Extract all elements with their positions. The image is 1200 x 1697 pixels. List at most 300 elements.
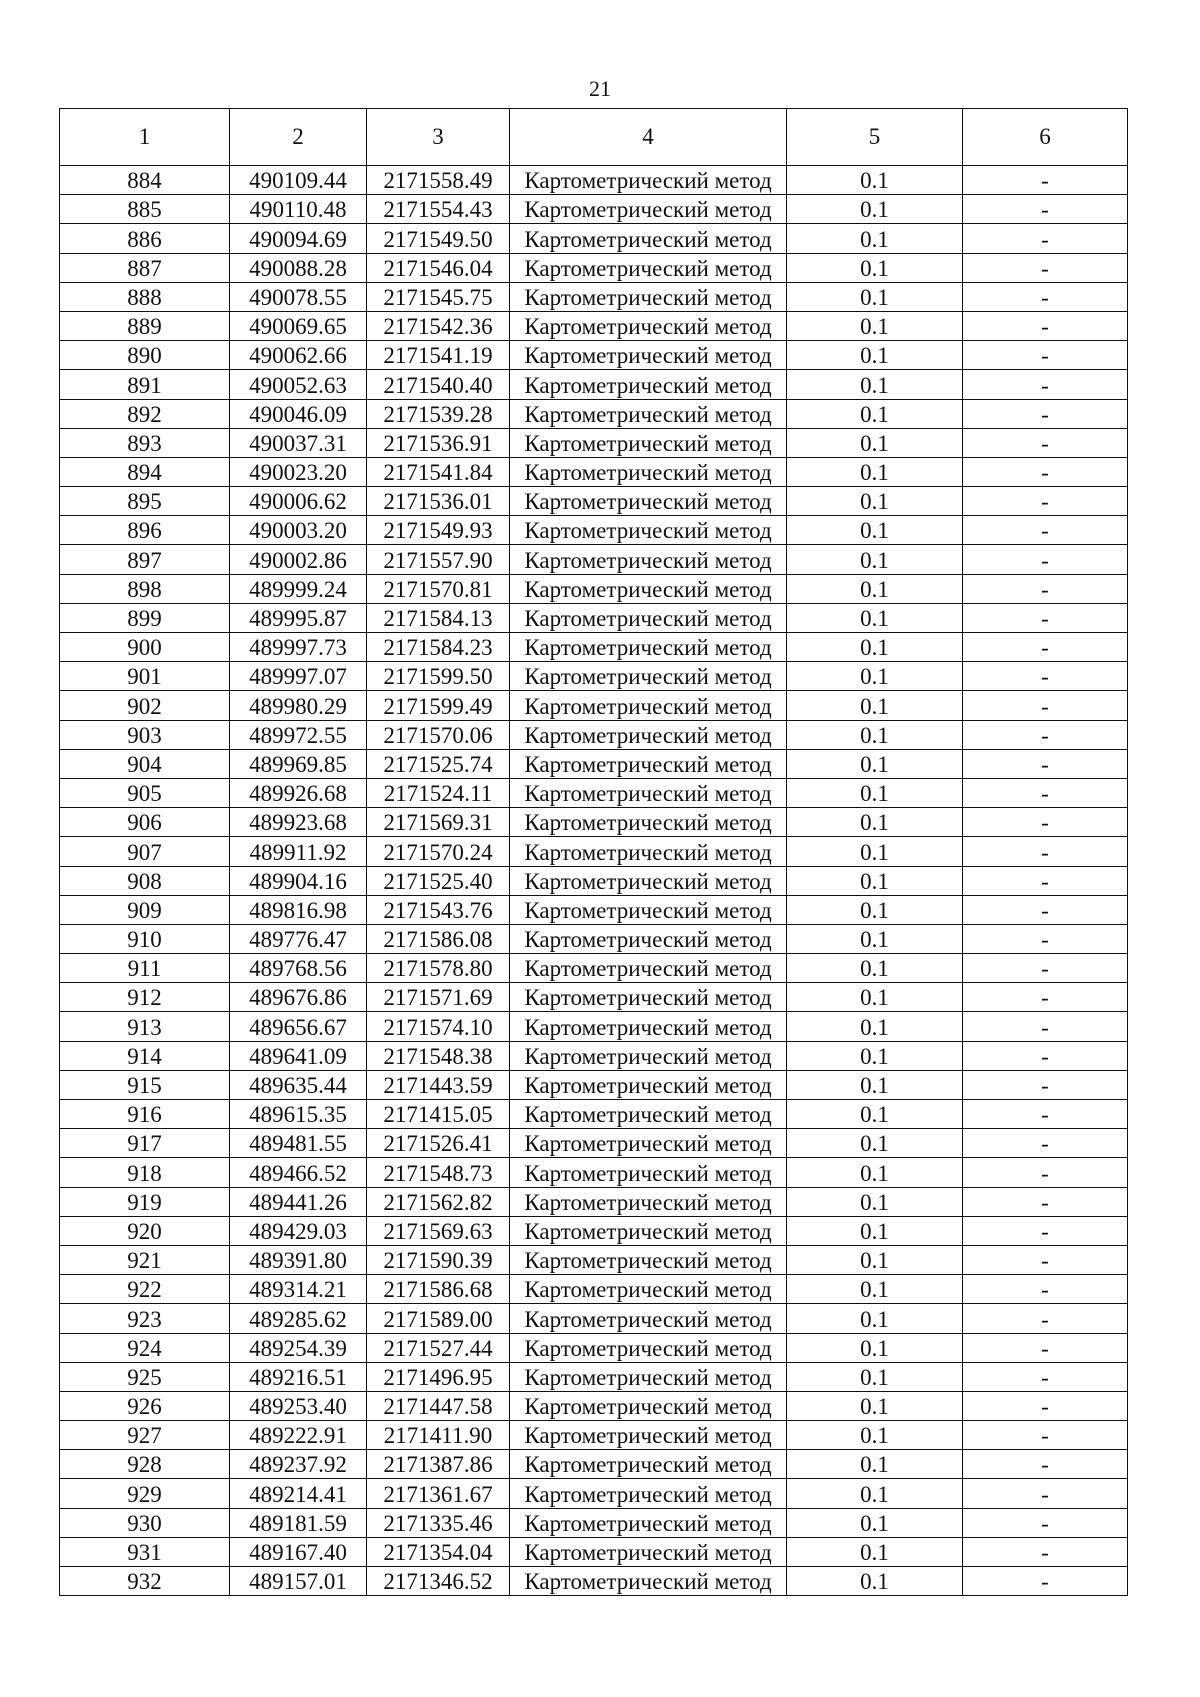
point-number-cell: 921	[60, 1245, 230, 1274]
y-coordinate-cell: 2171540.40	[367, 370, 510, 399]
accuracy-cell: 0.1	[787, 808, 963, 837]
point-number-cell: 897	[60, 545, 230, 574]
note-cell: -	[963, 545, 1128, 574]
accuracy-cell: 0.1	[787, 1216, 963, 1245]
method-cell: Картометрический метод	[510, 633, 787, 662]
point-number-cell: 911	[60, 954, 230, 983]
accuracy-cell: 0.1	[787, 1041, 963, 1070]
y-coordinate-cell: 2171546.04	[367, 253, 510, 282]
note-cell: -	[963, 1508, 1128, 1537]
note-cell: -	[963, 691, 1128, 720]
y-coordinate-cell: 2171536.91	[367, 428, 510, 457]
accuracy-cell: 0.1	[787, 574, 963, 603]
accuracy-cell: 0.1	[787, 253, 963, 282]
method-cell: Картометрический метод	[510, 1391, 787, 1420]
accuracy-cell: 0.1	[787, 983, 963, 1012]
point-number-cell: 930	[60, 1508, 230, 1537]
method-cell: Картометрический метод	[510, 1012, 787, 1041]
accuracy-cell: 0.1	[787, 1450, 963, 1479]
table-row	[60, 1158, 1128, 1187]
method-cell: Картометрический метод	[510, 1537, 787, 1566]
table-row	[60, 253, 1128, 282]
method-cell: Картометрический метод	[510, 1567, 787, 1596]
x-coordinate-cell: 489980.29	[230, 691, 367, 720]
method-cell: Картометрический метод	[510, 1275, 787, 1304]
accuracy-cell: 0.1	[787, 1333, 963, 1362]
note-cell: -	[963, 954, 1128, 983]
note-cell: -	[963, 1479, 1128, 1508]
table-row	[60, 545, 1128, 574]
note-cell: -	[963, 1012, 1128, 1041]
table-row	[60, 282, 1128, 311]
y-coordinate-cell: 2171562.82	[367, 1187, 510, 1216]
method-cell: Картометрический метод	[510, 1508, 787, 1537]
x-coordinate-cell: 490046.09	[230, 399, 367, 428]
x-coordinate-cell: 489641.09	[230, 1041, 367, 1070]
accuracy-cell: 0.1	[787, 195, 963, 224]
accuracy-cell: 0.1	[787, 399, 963, 428]
note-cell: -	[963, 224, 1128, 253]
note-cell: -	[963, 1158, 1128, 1187]
y-coordinate-cell: 2171346.52	[367, 1567, 510, 1596]
y-coordinate-cell: 2171584.13	[367, 603, 510, 632]
x-coordinate-cell: 490094.69	[230, 224, 367, 253]
method-cell: Картометрический метод	[510, 1304, 787, 1333]
y-coordinate-cell: 2171447.58	[367, 1391, 510, 1420]
table-row	[60, 662, 1128, 691]
method-cell: Картометрический метод	[510, 603, 787, 632]
point-number-cell: 926	[60, 1391, 230, 1420]
y-coordinate-cell: 2171554.43	[367, 195, 510, 224]
accuracy-cell: 0.1	[787, 1275, 963, 1304]
table-row	[60, 1275, 1128, 1304]
x-coordinate-cell: 489314.21	[230, 1275, 367, 1304]
method-cell: Картометрический метод	[510, 1362, 787, 1391]
table-row	[60, 1216, 1128, 1245]
method-cell: Картометрический метод	[510, 983, 787, 1012]
accuracy-cell: 0.1	[787, 282, 963, 311]
x-coordinate-cell: 489816.98	[230, 895, 367, 924]
note-cell: -	[963, 1070, 1128, 1099]
accuracy-cell: 0.1	[787, 545, 963, 574]
table-row	[60, 1450, 1128, 1479]
x-coordinate-cell: 489615.35	[230, 1100, 367, 1129]
method-cell: Картометрический метод	[510, 516, 787, 545]
x-coordinate-cell: 490006.62	[230, 487, 367, 516]
x-coordinate-cell: 490110.48	[230, 195, 367, 224]
point-number-cell: 902	[60, 691, 230, 720]
point-number-cell: 895	[60, 487, 230, 516]
method-cell: Картометрический метод	[510, 311, 787, 340]
table-row	[60, 1304, 1128, 1333]
method-cell: Картометрический метод	[510, 954, 787, 983]
table-row	[60, 1508, 1128, 1537]
x-coordinate-cell: 489285.62	[230, 1304, 367, 1333]
point-number-cell: 891	[60, 370, 230, 399]
column-header-5: 5	[787, 109, 963, 166]
note-cell: -	[963, 282, 1128, 311]
accuracy-cell: 0.1	[787, 1567, 963, 1596]
accuracy-cell: 0.1	[787, 1391, 963, 1420]
note-cell: -	[963, 778, 1128, 807]
y-coordinate-cell: 2171335.46	[367, 1508, 510, 1537]
page-number: 21	[589, 76, 611, 101]
point-number-cell: 889	[60, 311, 230, 340]
y-coordinate-cell: 2171571.69	[367, 983, 510, 1012]
point-number-cell: 923	[60, 1304, 230, 1333]
point-number-cell: 913	[60, 1012, 230, 1041]
table-row	[60, 457, 1128, 486]
method-cell: Картометрический метод	[510, 1100, 787, 1129]
y-coordinate-cell: 2171541.19	[367, 341, 510, 370]
x-coordinate-cell: 490109.44	[230, 166, 367, 195]
method-cell: Картометрический метод	[510, 282, 787, 311]
method-cell: Картометрический метод	[510, 1129, 787, 1158]
x-coordinate-cell: 489768.56	[230, 954, 367, 983]
accuracy-cell: 0.1	[787, 691, 963, 720]
y-coordinate-cell: 2171570.24	[367, 837, 510, 866]
method-cell: Картометрический метод	[510, 1216, 787, 1245]
method-cell: Картометрический метод	[510, 866, 787, 895]
table-row	[60, 866, 1128, 895]
point-number-cell: 915	[60, 1070, 230, 1099]
y-coordinate-cell: 2171569.31	[367, 808, 510, 837]
table-row	[60, 1567, 1128, 1596]
point-number-cell: 893	[60, 428, 230, 457]
method-cell: Картометрический метод	[510, 924, 787, 953]
method-cell: Картометрический метод	[510, 837, 787, 866]
accuracy-cell: 0.1	[787, 1100, 963, 1129]
table-row	[60, 1537, 1128, 1566]
note-cell: -	[963, 895, 1128, 924]
y-coordinate-cell: 2171549.50	[367, 224, 510, 253]
point-number-cell: 922	[60, 1275, 230, 1304]
table-row	[60, 633, 1128, 662]
note-cell: -	[963, 1304, 1128, 1333]
method-cell: Картометрический метод	[510, 1245, 787, 1274]
x-coordinate-cell: 489429.03	[230, 1216, 367, 1245]
point-number-cell: 894	[60, 457, 230, 486]
accuracy-cell: 0.1	[787, 1362, 963, 1391]
method-cell: Картометрический метод	[510, 370, 787, 399]
note-cell: -	[963, 1041, 1128, 1070]
y-coordinate-cell: 2171548.38	[367, 1041, 510, 1070]
accuracy-cell: 0.1	[787, 224, 963, 253]
y-coordinate-cell: 2171584.23	[367, 633, 510, 662]
method-cell: Картометрический метод	[510, 1333, 787, 1362]
note-cell: -	[963, 1333, 1128, 1362]
point-number-cell: 918	[60, 1158, 230, 1187]
column-header-2: 2	[230, 109, 367, 166]
y-coordinate-cell: 2171525.40	[367, 866, 510, 895]
table-row	[60, 1187, 1128, 1216]
note-cell: -	[963, 1391, 1128, 1420]
note-cell: -	[963, 487, 1128, 516]
accuracy-cell: 0.1	[787, 954, 963, 983]
y-coordinate-cell: 2171411.90	[367, 1421, 510, 1450]
point-number-cell: 906	[60, 808, 230, 837]
method-cell: Картометрический метод	[510, 1187, 787, 1216]
x-coordinate-cell: 489656.67	[230, 1012, 367, 1041]
note-cell: -	[963, 516, 1128, 545]
point-number-cell: 907	[60, 837, 230, 866]
accuracy-cell: 0.1	[787, 1304, 963, 1333]
point-number-cell: 920	[60, 1216, 230, 1245]
x-coordinate-cell: 489222.91	[230, 1421, 367, 1450]
table-row	[60, 1041, 1128, 1070]
accuracy-cell: 0.1	[787, 428, 963, 457]
x-coordinate-cell: 489972.55	[230, 720, 367, 749]
point-number-cell: 898	[60, 574, 230, 603]
table-row	[60, 778, 1128, 807]
table-row	[60, 224, 1128, 253]
point-number-cell: 899	[60, 603, 230, 632]
note-cell: -	[963, 983, 1128, 1012]
x-coordinate-cell: 489904.16	[230, 866, 367, 895]
x-coordinate-cell: 489911.92	[230, 837, 367, 866]
note-cell: -	[963, 603, 1128, 632]
table-row	[60, 924, 1128, 953]
y-coordinate-cell: 2171526.41	[367, 1129, 510, 1158]
y-coordinate-cell: 2171586.08	[367, 924, 510, 953]
table-row	[60, 1479, 1128, 1508]
table-row	[60, 808, 1128, 837]
accuracy-cell: 0.1	[787, 778, 963, 807]
table-row	[60, 487, 1128, 516]
x-coordinate-cell: 489481.55	[230, 1129, 367, 1158]
y-coordinate-cell: 2171570.81	[367, 574, 510, 603]
point-number-cell: 904	[60, 749, 230, 778]
method-cell: Картометрический метод	[510, 1450, 787, 1479]
coordinates-table	[59, 108, 1128, 1596]
point-number-cell: 900	[60, 633, 230, 662]
method-cell: Картометрический метод	[510, 428, 787, 457]
note-cell: -	[963, 1450, 1128, 1479]
method-cell: Картометрический метод	[510, 1421, 787, 1450]
x-coordinate-cell: 489923.68	[230, 808, 367, 837]
point-number-cell: 912	[60, 983, 230, 1012]
method-cell: Картометрический метод	[510, 808, 787, 837]
method-cell: Картометрический метод	[510, 720, 787, 749]
note-cell: -	[963, 1245, 1128, 1274]
accuracy-cell: 0.1	[787, 1245, 963, 1274]
table-row	[60, 1100, 1128, 1129]
note-cell: -	[963, 749, 1128, 778]
x-coordinate-cell: 489969.85	[230, 749, 367, 778]
point-number-cell: 885	[60, 195, 230, 224]
table-row	[60, 895, 1128, 924]
point-number-cell: 888	[60, 282, 230, 311]
table-row	[60, 1421, 1128, 1450]
x-coordinate-cell: 489926.68	[230, 778, 367, 807]
table-row	[60, 311, 1128, 340]
note-cell: -	[963, 808, 1128, 837]
note-cell: -	[963, 341, 1128, 370]
x-coordinate-cell: 489997.07	[230, 662, 367, 691]
table-row	[60, 574, 1128, 603]
table-header	[60, 109, 1128, 166]
x-coordinate-cell: 489999.24	[230, 574, 367, 603]
x-coordinate-cell: 489635.44	[230, 1070, 367, 1099]
y-coordinate-cell: 2171589.00	[367, 1304, 510, 1333]
y-coordinate-cell: 2171496.95	[367, 1362, 510, 1391]
x-coordinate-cell: 489216.51	[230, 1362, 367, 1391]
note-cell: -	[963, 1421, 1128, 1450]
method-cell: Картометрический метод	[510, 341, 787, 370]
note-cell: -	[963, 253, 1128, 282]
method-cell: Картометрический метод	[510, 778, 787, 807]
note-cell: -	[963, 370, 1128, 399]
table-row	[60, 1012, 1128, 1041]
note-cell: -	[963, 633, 1128, 662]
accuracy-cell: 0.1	[787, 749, 963, 778]
method-cell: Картометрический метод	[510, 1041, 787, 1070]
note-cell: -	[963, 195, 1128, 224]
table-row	[60, 603, 1128, 632]
x-coordinate-cell: 489167.40	[230, 1537, 367, 1566]
note-cell: -	[963, 166, 1128, 195]
y-coordinate-cell: 2171539.28	[367, 399, 510, 428]
method-cell: Картометрический метод	[510, 195, 787, 224]
table-row	[60, 1333, 1128, 1362]
x-coordinate-cell: 489997.73	[230, 633, 367, 662]
method-cell: Картометрический метод	[510, 691, 787, 720]
point-number-cell: 892	[60, 399, 230, 428]
accuracy-cell: 0.1	[787, 166, 963, 195]
y-coordinate-cell: 2171574.10	[367, 1012, 510, 1041]
table-row	[60, 341, 1128, 370]
accuracy-cell: 0.1	[787, 603, 963, 632]
header-row	[60, 109, 1128, 166]
accuracy-cell: 0.1	[787, 1537, 963, 1566]
y-coordinate-cell: 2171541.84	[367, 457, 510, 486]
note-cell: -	[963, 1187, 1128, 1216]
y-coordinate-cell: 2171354.04	[367, 1537, 510, 1566]
method-cell: Картометрический метод	[510, 399, 787, 428]
column-header-4: 4	[510, 109, 787, 166]
note-cell: -	[963, 1100, 1128, 1129]
table-body	[60, 166, 1128, 1596]
y-coordinate-cell: 2171525.74	[367, 749, 510, 778]
point-number-cell: 887	[60, 253, 230, 282]
accuracy-cell: 0.1	[787, 341, 963, 370]
note-cell: -	[963, 837, 1128, 866]
x-coordinate-cell: 489157.01	[230, 1567, 367, 1596]
table-row	[60, 1245, 1128, 1274]
column-header-6: 6	[963, 109, 1128, 166]
point-number-cell: 916	[60, 1100, 230, 1129]
y-coordinate-cell: 2171361.67	[367, 1479, 510, 1508]
table-row	[60, 954, 1128, 983]
note-cell: -	[963, 1567, 1128, 1596]
method-cell: Картометрический метод	[510, 574, 787, 603]
accuracy-cell: 0.1	[787, 487, 963, 516]
method-cell: Картометрический метод	[510, 487, 787, 516]
accuracy-cell: 0.1	[787, 837, 963, 866]
point-number-cell: 917	[60, 1129, 230, 1158]
point-number-cell: 886	[60, 224, 230, 253]
accuracy-cell: 0.1	[787, 1187, 963, 1216]
accuracy-cell: 0.1	[787, 1070, 963, 1099]
method-cell: Картометрический метод	[510, 545, 787, 574]
table-row	[60, 399, 1128, 428]
table-row	[60, 1129, 1128, 1158]
table-row	[60, 983, 1128, 1012]
y-coordinate-cell: 2171558.49	[367, 166, 510, 195]
point-number-cell: 890	[60, 341, 230, 370]
note-cell: -	[963, 1216, 1128, 1245]
accuracy-cell: 0.1	[787, 720, 963, 749]
accuracy-cell: 0.1	[787, 311, 963, 340]
x-coordinate-cell: 490003.20	[230, 516, 367, 545]
method-cell: Картометрический метод	[510, 662, 787, 691]
note-cell: -	[963, 574, 1128, 603]
point-number-cell: 884	[60, 166, 230, 195]
method-cell: Картометрический метод	[510, 749, 787, 778]
point-number-cell: 932	[60, 1567, 230, 1596]
note-cell: -	[963, 924, 1128, 953]
point-number-cell: 896	[60, 516, 230, 545]
point-number-cell: 924	[60, 1333, 230, 1362]
y-coordinate-cell: 2171443.59	[367, 1070, 510, 1099]
point-number-cell: 919	[60, 1187, 230, 1216]
accuracy-cell: 0.1	[787, 895, 963, 924]
note-cell: -	[963, 428, 1128, 457]
table-row	[60, 516, 1128, 545]
x-coordinate-cell: 490052.63	[230, 370, 367, 399]
table-row	[60, 749, 1128, 778]
y-coordinate-cell: 2171590.39	[367, 1245, 510, 1274]
point-number-cell: 931	[60, 1537, 230, 1566]
x-coordinate-cell: 489391.80	[230, 1245, 367, 1274]
note-cell: -	[963, 662, 1128, 691]
x-coordinate-cell: 489214.41	[230, 1479, 367, 1508]
accuracy-cell: 0.1	[787, 1421, 963, 1450]
note-cell: -	[963, 1362, 1128, 1391]
point-number-cell: 901	[60, 662, 230, 691]
y-coordinate-cell: 2171578.80	[367, 954, 510, 983]
point-number-cell: 903	[60, 720, 230, 749]
point-number-cell: 925	[60, 1362, 230, 1391]
table-row	[60, 720, 1128, 749]
table-row	[60, 1362, 1128, 1391]
method-cell: Картометрический метод	[510, 1158, 787, 1187]
method-cell: Картометрический метод	[510, 224, 787, 253]
note-cell: -	[963, 1537, 1128, 1566]
x-coordinate-cell: 490023.20	[230, 457, 367, 486]
point-number-cell: 910	[60, 924, 230, 953]
accuracy-cell: 0.1	[787, 633, 963, 662]
table-row	[60, 1391, 1128, 1420]
y-coordinate-cell: 2171387.86	[367, 1450, 510, 1479]
x-coordinate-cell: 490088.28	[230, 253, 367, 282]
method-cell: Картометрический метод	[510, 457, 787, 486]
table-row	[60, 166, 1128, 195]
method-cell: Картометрический метод	[510, 1479, 787, 1508]
y-coordinate-cell: 2171569.63	[367, 1216, 510, 1245]
y-coordinate-cell: 2171524.11	[367, 778, 510, 807]
accuracy-cell: 0.1	[787, 457, 963, 486]
y-coordinate-cell: 2171527.44	[367, 1333, 510, 1362]
x-coordinate-cell: 489676.86	[230, 983, 367, 1012]
y-coordinate-cell: 2171536.01	[367, 487, 510, 516]
point-number-cell: 909	[60, 895, 230, 924]
point-number-cell: 929	[60, 1479, 230, 1508]
x-coordinate-cell: 490069.65	[230, 311, 367, 340]
point-number-cell: 928	[60, 1450, 230, 1479]
column-header-1: 1	[60, 109, 230, 166]
x-coordinate-cell: 489237.92	[230, 1450, 367, 1479]
